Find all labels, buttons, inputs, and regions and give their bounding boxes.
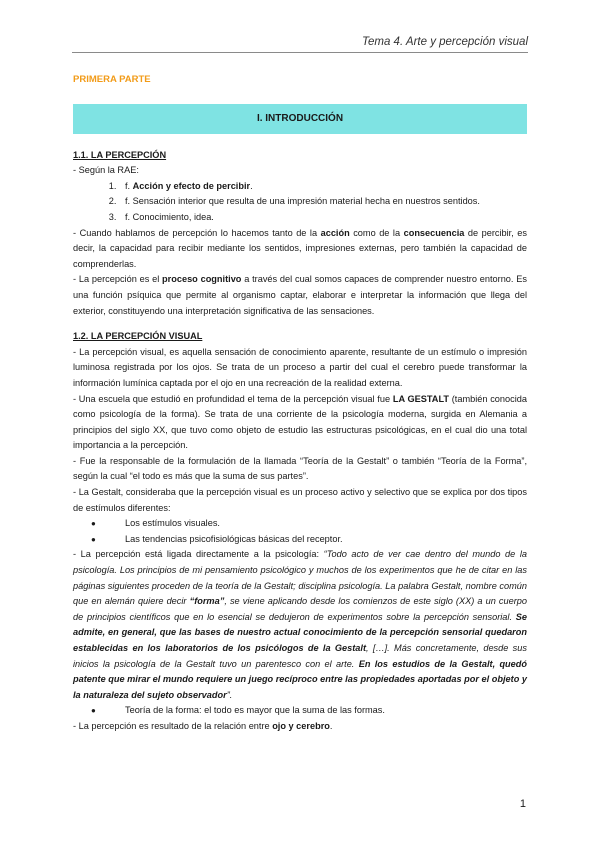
paragraph (73, 719, 527, 735)
text-run: - Una escuela que estudió en profundidad el tema de la percepción visual fue (73, 393, 393, 404)
text-run: f. Sensación interior que resulta de una impresión material hecha en nuestros sentidos. (125, 196, 480, 207)
text-run: Se admite, en general, que las bases de nuestro actual conocimiento de la percepción sensorial quedaron establecidas en los laboratorios de los psicólogos de la Gestalt (73, 611, 527, 653)
text-run: (también conocida como psicología de la forma). Se trata de una corriente de la psicología moderna, surgida en Alemania a principios del siglo XX, que tuvo como objeto de estudio las estructuras psicológicas, en el cual dio una total importancia a la percepción. (73, 393, 527, 451)
text-run: f. (125, 180, 133, 191)
text-run: LA GESTALT (392, 393, 449, 404)
paragraph (73, 392, 527, 454)
text-run: f. Conocimiento, idea. (125, 211, 214, 222)
text-run: - La percepción es el (73, 274, 163, 285)
text-run: “forma” (189, 596, 225, 607)
list-item (119, 210, 527, 226)
list-item (119, 179, 527, 195)
paragraph (73, 485, 527, 516)
text-run: ojo y cerebro (272, 720, 330, 731)
running-header: Tema 4. Arte y percepción visual (362, 36, 528, 48)
text-run: como de la (349, 227, 404, 238)
text-run: Los estímulos visuales. (125, 518, 220, 529)
text-run: de percibir, es decir, la capacidad para recibir mediante los sentidos, impresiones externas, pero también la capacidad de comprenderlas. (73, 227, 528, 269)
text-run: consecuencia (403, 227, 465, 238)
text-run: , se viene aplicando desde los comienzos de este siglo (XX) a un cuerpo de principios científicos que en lo esencial se dedujeron de experimentos sobre la percepción sensorial. (73, 596, 527, 622)
numbered-list (73, 179, 527, 226)
paragraph (73, 163, 527, 179)
part-title: PRIMERA PARTE (73, 74, 151, 85)
text-run: “Todo acto de ver cae dentro del mundo de la psicología. Los principios de mi pensamiento psicológico y muchos de los experimentos que he de citar en las páginas siguientes proceden de la teoría de la Gestalt; disciplina psicología. La palabra Gestalt, nombre común que en alemán quiere decir (73, 549, 527, 607)
text-run: - Cuando hablamos de percepción lo hacemos tanto de la (73, 227, 321, 238)
text-run: Teoría de la forma: el todo es mayor que la suma de las formas. (125, 705, 385, 716)
text-run: - La percepción es resultado de la relación entre (73, 720, 273, 731)
list-item (119, 194, 527, 210)
text-run: proceso cognitivo (162, 274, 242, 285)
bullet-list (73, 703, 527, 719)
text-run: Las tendencias psicofisiológicas básicas del receptor. (125, 533, 343, 544)
paragraph (73, 547, 527, 703)
section-title: 1.2. LA PERCEPCIÓN VISUAL (73, 331, 203, 342)
text-run: - La percepción visual, es aquella sensación de conocimiento aparente, resultante de un estímulo o impresión luminosa registrada por los ojos. Se trata de un proceso a partir del cual el cerebro puede transformar la información lumínica captada por el ojo en una recreación de la realidad externa. (73, 346, 527, 388)
paragraph (73, 345, 527, 392)
header-rule (72, 52, 528, 53)
list-item (119, 532, 527, 548)
section-title: 1.1. LA PERCEPCIÓN (73, 149, 167, 160)
text-run: - Fue la responsable de la formulación de la llamada “Teoría de la Gestalt” o también “Teoría de la Forma”, según la cual “el todo es más que la suma de sus partes”. (73, 455, 527, 482)
text-run: - Según la RAE: (73, 165, 139, 176)
list-item (119, 703, 527, 719)
list-item (119, 516, 527, 532)
paragraph (73, 226, 527, 273)
page-number: 1 (519, 798, 526, 810)
text-run: a través del cual somos capaces de comprender nuestro entorno. Es una función psíquica que permite al organismo captar, elaborar e interpretar la información que llega del exterior, constituyendo una interpretación significativa de las sensaciones. (73, 274, 527, 316)
text-run: Acción y efecto de percibir (132, 180, 251, 191)
text-run: . (250, 180, 253, 191)
page-content (73, 72, 527, 735)
text-run: , […]. Más concretamente, desde sus inicios la psicología de la Gestalt tuvo un parentesco con el arte. (73, 643, 527, 669)
bullet-list (73, 516, 527, 547)
text-run: - La Gestalt, consideraba que la percepción visual es un proceso activo y selectivo que se explica por dos tipos de estímulos diferentes: (73, 487, 527, 513)
text-run: . (329, 720, 333, 731)
paragraph (73, 454, 527, 485)
paragraph (73, 272, 527, 319)
section-banner: I. INTRODUCCIÓN (73, 104, 527, 134)
text-run: ”. (226, 689, 233, 700)
sections-container (73, 148, 527, 735)
text-run: - La percepción está ligada directamente a la psicología: (73, 549, 324, 560)
text-run: acción (320, 227, 350, 238)
text-run: En los estudios de la Gestalt, quedó patente que mirar el mundo requiere un juego recíproco entre las propiedades aportadas por el objeto y la naturaleza del sujeto observador (73, 658, 527, 700)
